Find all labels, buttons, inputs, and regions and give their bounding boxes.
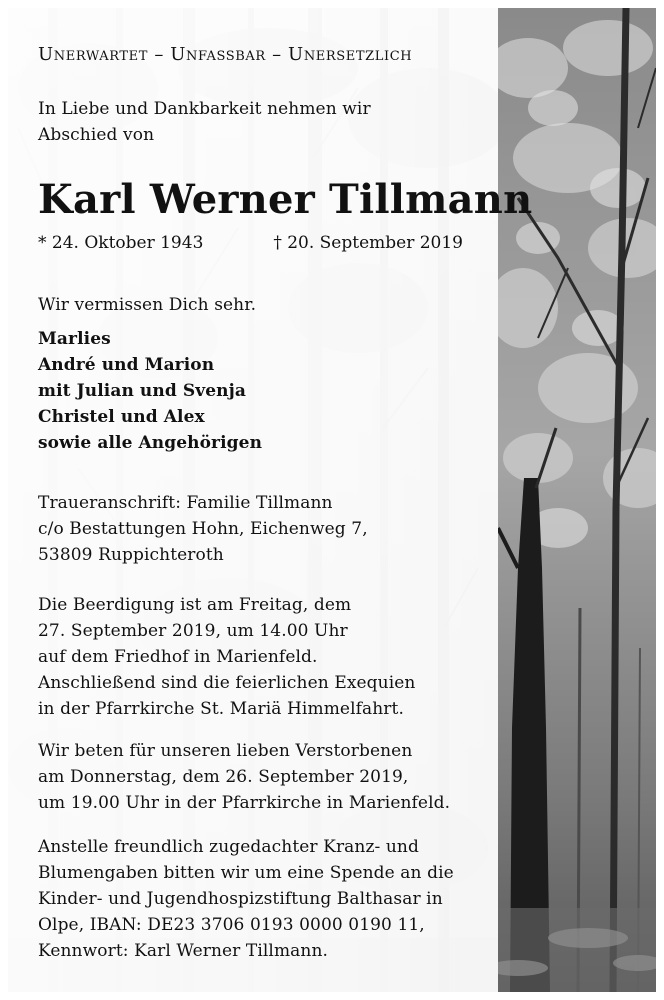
address-line: 53809 Ruppichteroth (38, 545, 224, 565)
mourner-line: sowie alle Angehörigen (38, 433, 263, 453)
mourner-line: Christel und Alex (38, 407, 205, 427)
birth-date: * 24. Oktober 1943 (38, 233, 204, 253)
obituary-notice (8, 8, 656, 992)
forest-photo (498, 8, 656, 992)
donation-line: Blumengaben bitten wir um eine Spende an die (38, 863, 454, 883)
death-date: † 20. September 2019 (273, 233, 463, 253)
prayer-line: um 19.00 Uhr in der Pfarrkirche in Marienfeld. (38, 793, 451, 813)
address-line: Traueranschrift: Familie Tillmann (38, 493, 333, 513)
donation-line: Olpe, IBAN: DE23 3706 0193 0000 0190 11, (38, 915, 425, 935)
headline: Unerwartet – Unfassbar – Unersetzlich (38, 44, 413, 65)
donation-line: Anstelle freundlich zugedachter Kranz- und (38, 837, 419, 857)
funeral-line: auf dem Friedhof in Marienfeld. (38, 647, 318, 667)
funeral-line: Die Beerdigung ist am Freitag, dem (38, 595, 352, 615)
funeral-line: 27. September 2019, um 14.00 Uhr (38, 621, 348, 641)
mourner-line: André und Marion (38, 355, 215, 375)
funeral-line: in der Pfarrkirche St. Mariä Himmelfahrt. (38, 699, 404, 719)
intro-line-1: In Liebe und Dankbarkeit nehmen wir (38, 99, 371, 119)
miss-line: Wir vermissen Dich sehr. (38, 295, 257, 315)
prayer-line: Wir beten für unseren lieben Verstorbenen (38, 741, 413, 761)
funeral-line: Anschließend sind die feierlichen Exequien (38, 673, 416, 693)
donation-line: Kinder- und Jugendhospizstiftung Balthasar in (38, 889, 443, 909)
address-line: c/o Bestattungen Hohn, Eichenweg 7, (38, 519, 368, 539)
mourner-line: Marlies (38, 329, 111, 349)
mourner-line: mit Julian und Svenja (38, 381, 246, 401)
intro-line-2: Abschied von (38, 125, 155, 145)
donation-line: Kennwort: Karl Werner Tillmann. (38, 941, 328, 961)
prayer-line: am Donnerstag, dem 26. September 2019, (38, 767, 409, 787)
deceased-name: Karl Werner Tillmann (38, 176, 533, 223)
